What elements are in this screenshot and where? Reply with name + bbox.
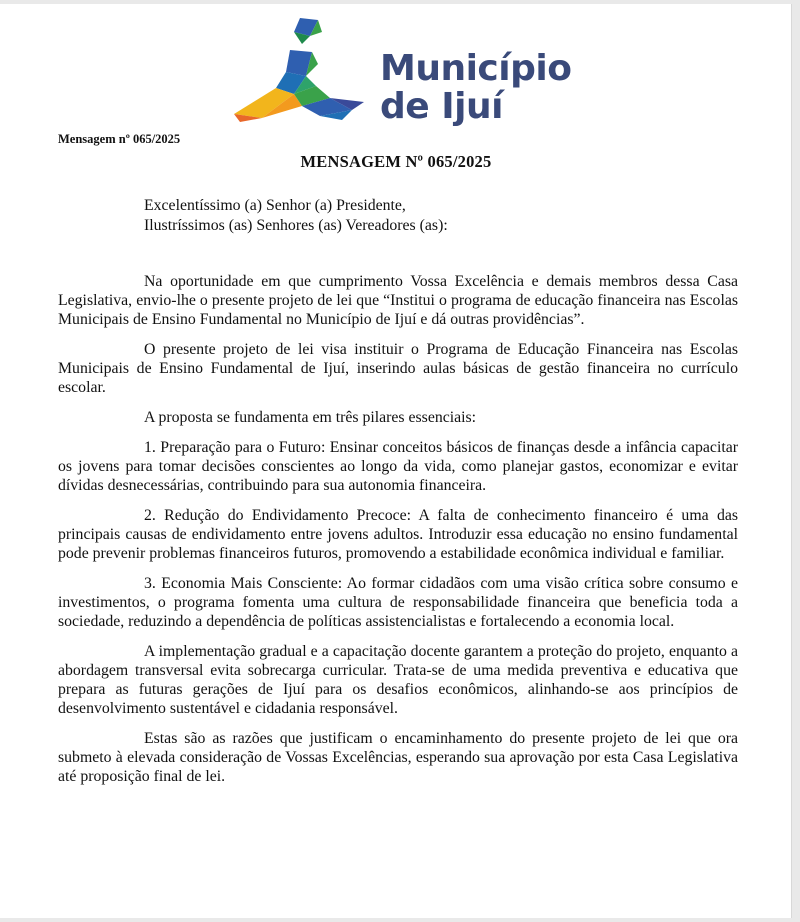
paragraph-implementation: A implementação gradual e a capacitação docente garantem a proteção do projeto, enquanto a abordagem transversal evita sobrecarga curricular. Trata-se de uma medida preventiva e educativa que prepara as futuras gerações de Ijuí para os desafios econômicos, alinhando-se aos princípios de desenvolvimento sustentável e cidadania responsável. [58,643,738,717]
logo-line-1: Município [380,48,572,89]
paragraph-intro: Na oportunidade em que cumprimento Vossa Excelência e demais membros dessa Casa Legislativa, envio-lhe o presente projeto de lei que “Institui o programa de educação financeira nas Escolas Municipais de Ensino Fundamental no Município de Ijuí e dá outras providências”. [58,273,738,328]
logo-wordmark [380,50,571,126]
paragraph-pillar-3: 3. Economia Mais Consciente: Ao formar cidadãos com uma visão crítica sobre consumo e investimentos, o programa fomenta uma cultura de responsabilidade financeira que beneficia toda a sociedade, reduzindo a dependência de políticas assistencialistas e fortalecendo a economia local. [58,575,738,630]
document-page [0,4,792,918]
logo-mark-icon [232,14,382,124]
greeting-line: Excelentíssimo (a) Senhor (a) Presidente, [144,197,406,214]
logo-line-2: de Ijuí [380,86,503,127]
paragraph-pillars-intro: A proposta se fundamenta em três pilares essenciais: [144,409,477,426]
paragraph-pillar-2: 2. Redução do Endividamento Precoce: A falta de conhecimento financeiro é uma das principais causas de endividamento entre jovens adultos. Introduzir essa educação no ensino fundamental pode prevenir problemas financeiros futuros, promovendo a estabilidade econômica individual e familiar. [58,507,738,562]
greeting [144,196,738,236]
message-body [58,196,738,786]
paragraph-pillar-1: 1. Preparação para o Futuro: Ensinar conceitos básicos de finanças desde a infância capacitar os jovens para tomar decisões conscientes ao longo da vida, como planejar gastos, economizar e evitar dívidas desnecessárias, contribuindo para sua autonomia financeira. [58,439,738,494]
paragraph-closing: Estas são as razões que justificam o encaminhamento do presente projeto de lei que ora submeto à elevada consideração de Vossas Excelências, esperando sua aprovação por esta Casa Legislativa até proposição final de lei. [58,730,738,785]
message-title: MENSAGEM Nº 065/2025 [300,152,492,171]
greeting-line: Ilustríssimos (as) Senhores (as) Vereadores (as): [144,217,448,234]
message-reference: Mensagem nº 065/2025 [58,132,181,146]
municipio-logo [232,14,572,127]
paragraph-purpose: O presente projeto de lei visa instituir o Programa de Educação Financeira nas Escolas Municipais de Ensino Fundamental de Ijuí, inserindo aulas básicas de gestão financeira no currículo escolar. [58,341,738,396]
